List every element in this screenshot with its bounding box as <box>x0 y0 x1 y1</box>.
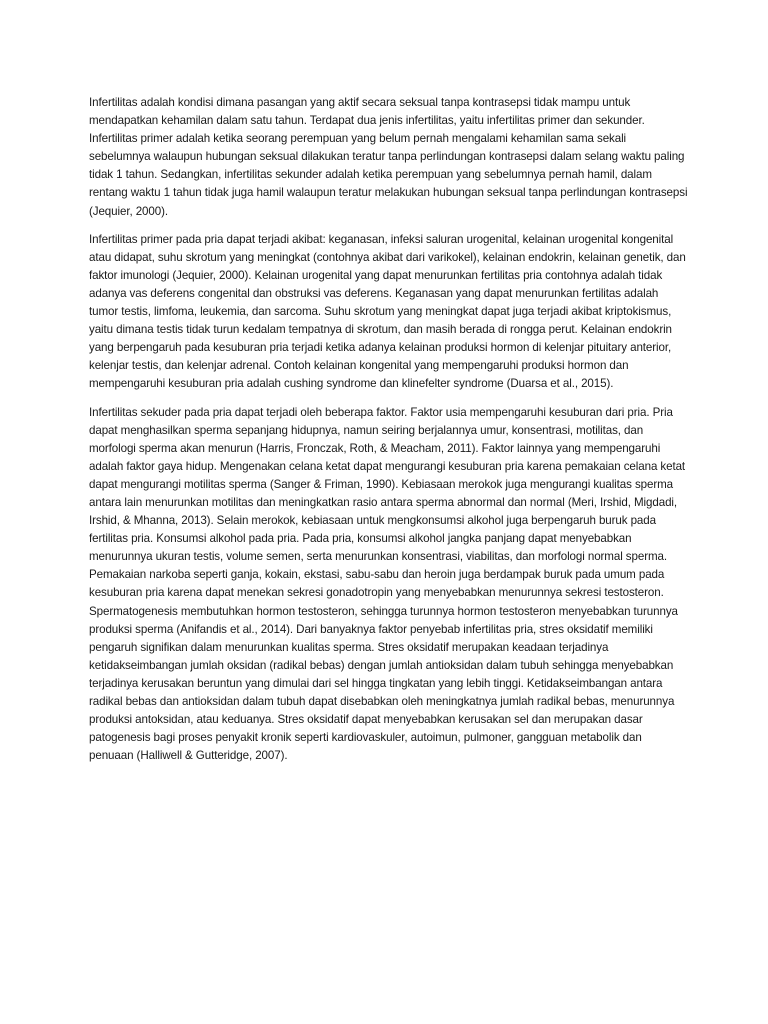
paragraph-primary-infertility: Infertilitas primer pada pria dapat terjadi akibat: keganasan, infeksi saluran urogenital, kelainan urogenital kongenital atau didapat, suhu skrotum yang meningkat (contohnya akibat dari varikokel), kelainan endokrin, kelainan genetik, dan faktor imunologi (Jequier, 2000). Kelainan urogenital yang dapat menurunkan fertilitas pria contohnya adalah tidak adanya vas deferens congenital dan obstruksi vas deferens. Keganasan yang dapat menurunkan fertilitas adalah tumor testis, limfoma, leukemia, dan sarcoma. Suhu skrotum yang meningkat dapat juga terjadi akibat kriptokismus, yaitu dimana testis tidak turun kedalam tempatnya di skrotum, dan masih berada di rongga perut. Kelainan endokrin yang berpengaruh pada kesuburan pria terjadi ketika adanya kelainan produksi hormon di kelenjar pituitary anterior, kelenjar testis, dan kelenjar adrenal. Contoh kelainan kongenital yang mempengaruhi produksi hormon dan mempengaruhi kesuburan pria adalah cushing syndrome dan klinefelter syndrome (Duarsa et al., 2015). <box>89 232 686 391</box>
paragraph-infertility-definition: Infertilitas adalah kondisi dimana pasangan yang aktif secara seksual tanpa kontrasepsi tidak mampu untuk mendapatkan kehamilan dalam satu tahun. Terdapat dua jenis infertilitas, yaitu infertilitas primer dan sekunder. Infertilitas primer adalah ketika seorang perempuan yang belum pernah mengalami kehamilan sama sekali sebelumnya walaupun hubungan seksual dilakukan teratur tanpa perlindungan kontrasepsi dalam selang waktu paling tidak 1 tahun. Sedangkan, infertilitas sekunder adalah ketika perempuan yang sebelumnya pernah hamil, dalam rentang waktu 1 tahun tidak juga hamil walaupun teratur melakukan hubungan seksual tanpa perlindungan kontrasepsi (Jequier, 2000). <box>89 96 688 218</box>
document-page <box>89 94 689 775</box>
paragraph-secondary-infertility: Infertilitas sekuder pada pria dapat terjadi oleh beberapa faktor. Faktor usia mempengaruhi kesuburan dari pria. Pria dapat menghasilkan sperma sepanjang hidupnya, namun seiring berjalannya umur, konsentrasi, motilitas, dan morfologi sperma akan menurun (Harris, Fronczak, Roth, & Meacham, 2011). Faktor lainnya yang mempengaruhi adalah faktor gaya hidup. Mengenakan celana ketat dapat mengurangi kesuburan pria karena pemakaian celana ketat dapat mengurangi motilitas sperma (Sanger & Friman, 1990). Kebiasaan merokok juga mengurangi kualitas sperma antara lain menurunkan motilitas dan meningkatkan rasio antara sperma abnormal dan normal (Meri, Irshid, Migdadi, Irshid, & Mhanna, 2013). Selain merokok, kebiasaan untuk mengkonsumsi alkohol juga berpengaruh buruk pada fertilitas pria. Konsumsi alkohol pada pria. Pada pria, konsumsi alkohol jangka panjang dapat menyebabkan menurunnya ukuran testis, volume semen, serta menurunkan konsentrasi, viabilitas, dan morfologi normal sperma. Pemakaian narkoba seperti ganja, kokain, ekstasi, sabu-sabu dan heroin juga berdampak buruk pada umum pada kesuburan pria karena dapat menekan sekresi gonadotropin yang menyebabkan menurunnya sekresi testosteron. Spermatogenesis membutuhkan hormon testosteron, sehingga turunnya hormon testosteron menyebabkan turunnya produksi sperma (Anifandis et al., 2014). Dari banyaknya faktor penyebab infertilitas pria, stres oksidatif memiliki pengaruh signifikan dalam menurunkan kualitas sperma. Stres oksidatif merupakan keadaan terjadinya ketidakseimbangan jumlah oksidan (radikal bebas) dengan jumlah antioksidan dalam tubuh sehingga menyebabkan terjadinya kerusakan beruntun yang dimulai dari sel hingga tingkatan yang lebih tinggi. Ketidakseimbangan antara radikal bebas dan antioksidan dalam tubuh dapat disebabkan oleh meningkatnya jumlah radikal bebas, menurunnya produksi antoksidan, atau keduanya. Stres oksidatif dapat menyebabkan kerusakan sel dan merupakan dasar patogenesis bagi proses penyakit kronik seperti kardiovaskuler, autoimun, pulmoner, gangguan metabolik dan penuaan (Halliwell & Gutteridge, 2007). <box>89 405 686 763</box>
